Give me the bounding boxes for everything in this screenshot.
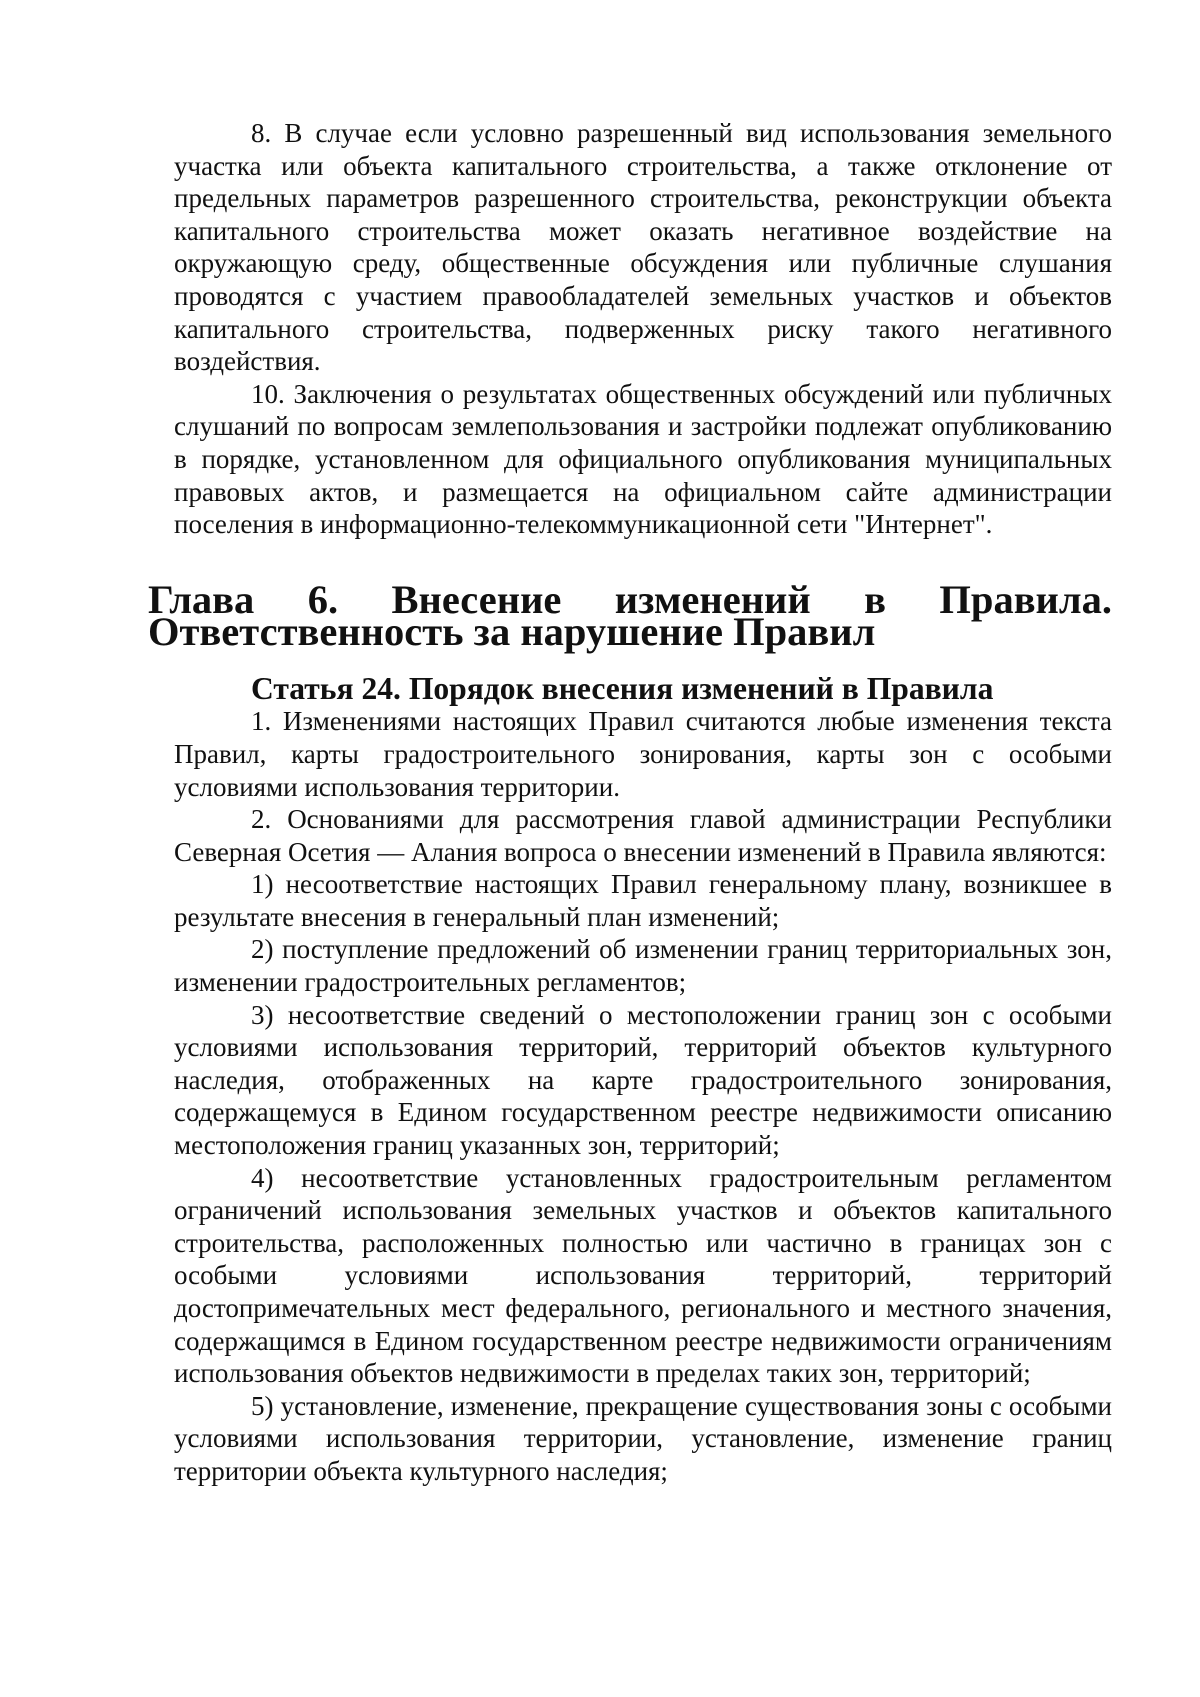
article-paragraph-2: 2. Основаниями для рассмотрения главой администрации Республики Северная Осетия — Алания вопроса о внесении изменений в Правила являются:: [174, 804, 1112, 867]
list-item-5: 5) установление, изменение, прекращение существования зоны с особыми условиями использования территории, установление, изменение границ территории объекта культурного наследия;: [174, 1390, 1112, 1486]
document-body: [148, 117, 1112, 1488]
list-item-3: 3) несоответствие сведений о местоположении границ зон с особыми условиями использования территорий, территорий объектов культурного наследия, отображенных на карте градостроительного зонирования, содержащемуся в Едином государственном реестре недвижимости описанию местоположения границ указанных зон, территорий;: [174, 999, 1112, 1161]
list-item-4: 4) несоответствие установленных градостроительным регламентом ограничений использования земельных участков и объектов капитального строительства, расположенных полностью или частично в границах зон с особыми условиями использования территорий, территорий достопримечательных мест федерального, регионального и местного значения, содержащимся в Едином государственном реестре недвижимости ограничениям использования объектов недвижимости в пределах таких зон, территорий;: [174, 1162, 1112, 1389]
chapter-heading: Глава 6. Внесение изменений в Правила. Ответственность за нарушение Правил: [148, 576, 1112, 654]
article-paragraph-1: 1. Изменениями настоящих Правил считаются любые изменения текста Правил, карты градостроительного зонирования, карты зон с особыми условиями использования территории.: [174, 706, 1112, 802]
paragraph-item-8: 8. В случае если условно разрешенный вид использования земельного участка или объекта капитального строительства, а также отклонение от предельных параметров разрешенного строительства, реконструкции объекта капитального строительства может оказать негативное воздействие на окружающую среду, общественные обсуждения или публичные слушания проводятся с участием правообладателей земельных участков и объектов капитального строительства, подверженных риску такого негативного воздействия.: [174, 118, 1112, 377]
article-heading: Статья 24. Порядок внесения изменений в Правила: [251, 670, 994, 706]
list-item-2: 2) поступление предложений об изменении границ территориальных зон, изменении градостроительных регламентов;: [174, 934, 1112, 998]
list-item-1: 1) несоответствие настоящих Правил генеральному плану, возникшее в результате внесения в генеральный план изменений;: [174, 869, 1112, 932]
paragraph-item-10: 10. Заключения о результатах общественных обсуждений или публичных слушаний по вопросам землепользования и застройки подлежат опубликованию в порядке, установленном для официального опубликования муниципальных правовых актов, и размещается на официальном сайте администрации поселения в информационно-телекоммуникационной сети "Интернет".: [174, 378, 1112, 540]
